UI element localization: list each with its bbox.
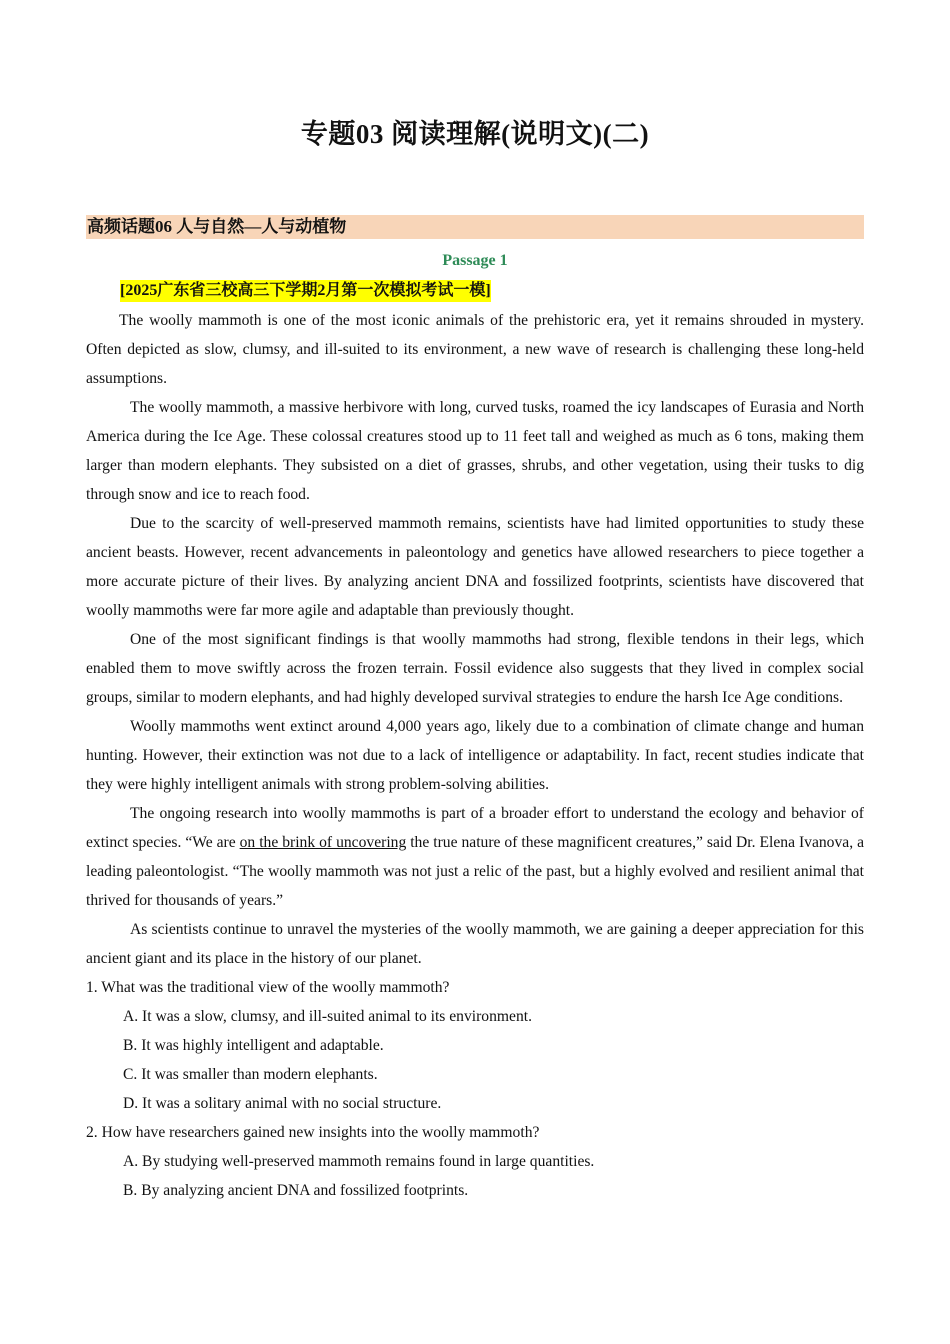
paragraph-6-part-1: The ongoing research into woolly mammoths is part of a broader effort to understand the ecology and behavior of extinct species. “We are: [86, 805, 864, 851]
paragraph-3: Due to the scarcity of well-preserved mammoth remains, scientists have had limited opportunities to study these ancient beasts. However, recent advancements in paleontology and genetics have allowed researchers to piece together a more accurate picture of their lives. By analyzing ancient DNA and fossilized footprints, scientists have discovered that woolly mammoths were far more agile and adaptable than previously thought.: [86, 515, 864, 619]
topic-heading: 高频话题06 人与自然—人与动植物: [86, 215, 864, 239]
paragraph-6: [86, 799, 864, 915]
paragraph-5: Woolly mammoths went extinct around 4,000 years ago, likely due to a combination of climate change and human hunting. However, their extinction was not due to a lack of intelligence or adaptability. In fact, recent studies indicate that they were highly intelligent animals with strong problem-solving abilities.: [86, 718, 864, 793]
paragraph-4: One of the most significant findings is that woolly mammoths had strong, flexible tendons in their legs, which enabled them to move swiftly across the frozen terrain. Fossil evidence also suggests that they lived in complex social groups, similar to modern elephants, and had highly developed survival strategies to endure the harsh Ice Age conditions.: [86, 631, 864, 706]
document-title: 专题03 阅读理解(说明文)(二): [300, 119, 650, 149]
paragraph-1: The woolly mammoth is one of the most iconic animals of the prehistoric era, yet it remains shrouded in mystery. Often depicted as slow, clumsy, and ill-suited to its environment, a new wave of research is challenging these long-held assumptions.: [86, 312, 864, 387]
passage-body: [86, 306, 864, 1205]
paragraph-7: As scientists continue to unravel the mysteries of the woolly mammoth, we are gaining a deeper appreciation for this ancient giant and its place in the history of our planet.: [86, 921, 864, 967]
question-2-stem: 2. How have researchers gained new insights into the woolly mammoth?: [86, 1124, 540, 1141]
question-1-option-d: D. It was a solitary animal with no social structure.: [123, 1095, 442, 1112]
underlined-phrase: on the brink of uncovering: [239, 834, 407, 851]
question-1-stem: 1. What was the traditional view of the woolly mammoth?: [86, 979, 450, 996]
paragraph-2: The woolly mammoth, a massive herbivore with long, curved tusks, roamed the icy landscapes of Eurasia and North America during the Ice Age. These colossal creatures stood up to 11 feet tall and weighed as much as 6 tons, making them larger than modern elephants. They subsisted on a diet of grasses, shrubs, and other vegetation, using their tusks to dig through snow and ice to reach food.: [86, 399, 864, 503]
question-1-option-c: C. It was smaller than modern elephants.: [123, 1066, 378, 1083]
question-2-option-b: B. By analyzing ancient DNA and fossilized footprints.: [123, 1182, 469, 1199]
question-1-option-a: A. It was a slow, clumsy, and ill-suited animal to its environment.: [123, 1008, 532, 1025]
passage-label: Passage 1: [442, 252, 508, 269]
source-citation: [2025广东省三校高三下学期2月第一次模拟考试一模]: [120, 280, 491, 302]
question-1-option-b: B. It was highly intelligent and adaptable.: [123, 1037, 384, 1054]
paragraph-6-part-2: the true nature of these magnificent creatures,” said Dr. Elena Ivanova, a leading paleontologist. “The woolly mammoth was not just a relic of the past, but a highly evolved and resilient animal that thrived for thousands of years.”: [86, 834, 864, 909]
question-2-option-a: A. By studying well-preserved mammoth remains found in large quantities.: [123, 1153, 595, 1170]
